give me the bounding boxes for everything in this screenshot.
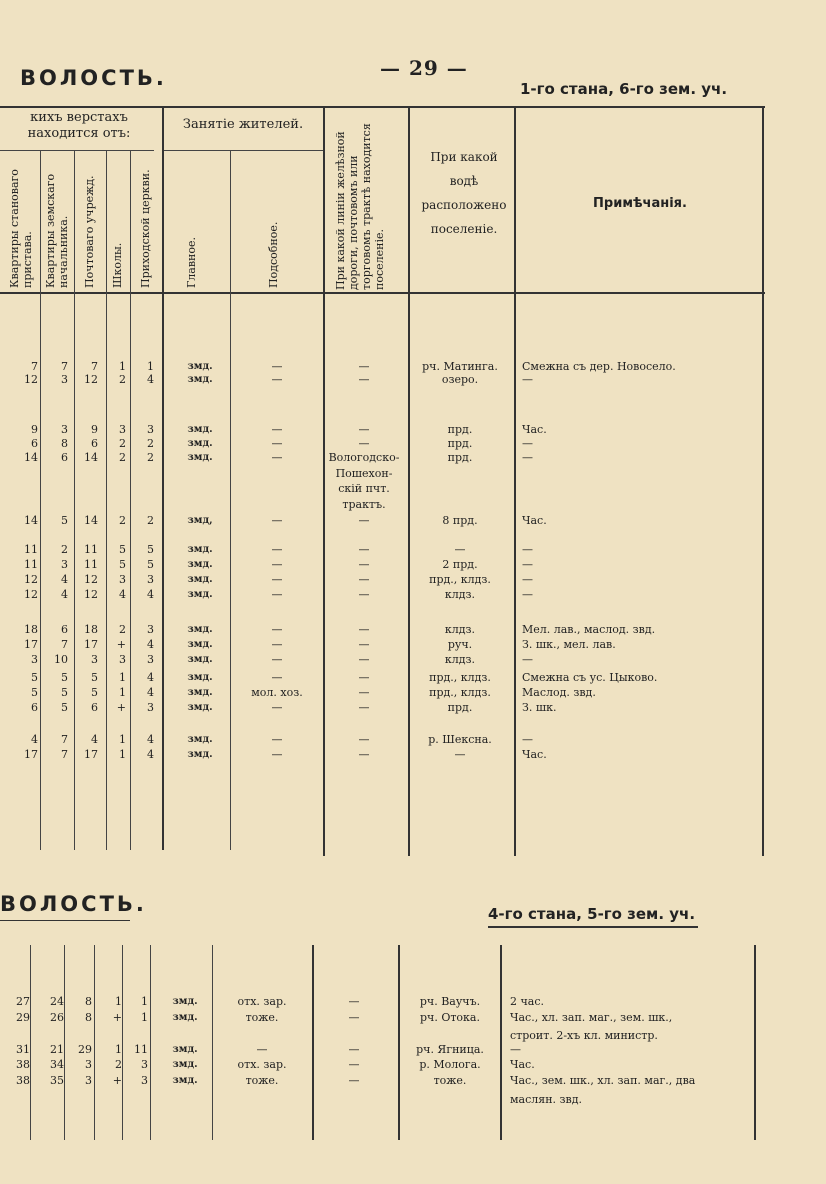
occupation-secondary: отх. зар. (237, 995, 287, 1008)
distance-school: 2 (119, 437, 126, 450)
table-row (0, 1058, 826, 1072)
distance-school: 1 (115, 995, 122, 1008)
distance-post: 3 (91, 653, 98, 666)
distance-church: 1 (141, 995, 148, 1008)
water-cell: руч. (447, 638, 473, 651)
note-cell: маслян. звд. (510, 1093, 582, 1106)
distance-stanovoy: 5 (31, 686, 38, 699)
occupation-secondary: — (271, 588, 283, 601)
distance-post: 3 (85, 1058, 92, 1071)
table-row (0, 588, 826, 602)
distance-church: 3 (147, 701, 154, 714)
distance-post: 9 (91, 423, 98, 436)
occupation-main: змд. (172, 1012, 198, 1023)
distance-school: 1 (119, 671, 126, 684)
distance-zemsky: 3 (61, 558, 68, 571)
header-zemsky: Квартиры земскаго начальника. (44, 173, 70, 288)
occupation-secondary: — (271, 514, 283, 527)
distance-stanovoy: 17 (24, 638, 38, 651)
table-row (0, 748, 826, 762)
occupation-secondary: — (271, 373, 283, 386)
distance-school: 1 (119, 686, 126, 699)
distance-church: 3 (147, 623, 154, 636)
road-cell: — (358, 373, 370, 386)
distance-stanovoy: 38 (16, 1058, 30, 1071)
distance-stanovoy: 6 (31, 437, 38, 450)
occupation-secondary: — (271, 638, 283, 651)
distance-church: 4 (147, 748, 154, 761)
occupation-secondary: — (271, 573, 283, 586)
distance-post: 8 (85, 995, 92, 1008)
distance-school: + (116, 701, 126, 714)
distance-school: 2 (119, 451, 126, 464)
distance-stanovoy: 27 (16, 995, 30, 1008)
occupation-secondary: — (271, 671, 283, 684)
occupation-main: змд. (172, 1075, 198, 1086)
water-cell: 2 прд. (442, 558, 478, 571)
occupation-main: змд. (187, 374, 213, 385)
table-row (0, 995, 826, 1009)
distance-zemsky: 6 (61, 451, 68, 464)
occupation-secondary: — (256, 1043, 268, 1056)
header-distance-group: кихъ верстахъ находится отъ: (27, 110, 131, 141)
water-cell: клдз. (444, 623, 476, 636)
occupation-secondary: — (271, 423, 283, 436)
table-row (0, 360, 826, 374)
distance-school: 5 (119, 543, 126, 556)
distance-church: 3 (147, 653, 154, 666)
distance-stanovoy: 6 (31, 701, 38, 714)
road-cell: трактъ. (342, 498, 386, 511)
distance-post: 8 (85, 1011, 92, 1024)
road-cell: — (358, 733, 370, 746)
distance-post: 17 (84, 748, 98, 761)
rule (164, 150, 324, 151)
table-row (0, 373, 826, 387)
distance-post: 18 (84, 623, 98, 636)
water-cell: прд. (447, 451, 473, 464)
table-row (0, 701, 826, 715)
water-cell: прд., клдз. (429, 686, 491, 699)
note-cell: 2 час. (510, 995, 544, 1008)
distance-church: 3 (141, 1074, 148, 1087)
occupation-secondary: тоже. (245, 1074, 279, 1087)
road-cell: — (358, 638, 370, 651)
table-row (0, 558, 826, 572)
distance-church: 2 (147, 514, 154, 527)
road-cell: — (358, 573, 370, 586)
occupation-secondary: — (271, 437, 283, 450)
note-cell: — (522, 558, 533, 571)
water-cell: рч. Отока. (420, 1011, 480, 1024)
distance-stanovoy: 31 (16, 1043, 30, 1056)
distance-school: 2 (115, 1058, 122, 1071)
road-cell: — (358, 514, 370, 527)
water-cell: рч. Ягница. (416, 1043, 484, 1056)
table-row (0, 467, 826, 481)
note-cell: Смежна съ дер. Новосело. (522, 360, 676, 373)
water-cell: — (454, 748, 466, 761)
distance-stanovoy: 12 (24, 588, 38, 601)
road-cell: — (348, 1011, 360, 1024)
table-row (0, 514, 826, 528)
water-cell: рч. Матинга. (422, 360, 498, 373)
distance-zemsky: 5 (61, 514, 68, 527)
road-cell: Пошехон- (335, 467, 393, 480)
road-cell: — (348, 995, 360, 1008)
road-cell: — (358, 671, 370, 684)
occupation-main: змд. (187, 624, 213, 635)
distance-zemsky: 2 (61, 543, 68, 556)
distance-school: 2 (119, 373, 126, 386)
distance-zemsky: 5 (61, 671, 68, 684)
distance-zemsky: 8 (61, 437, 68, 450)
occupation-secondary: — (271, 543, 283, 556)
distance-church: 3 (147, 573, 154, 586)
distance-post: 11 (84, 543, 98, 556)
note-cell: — (522, 653, 533, 666)
distance-school: 1 (119, 360, 126, 373)
distance-zemsky: 3 (61, 373, 68, 386)
occupation-secondary: — (271, 623, 283, 636)
distance-church: 2 (147, 437, 154, 450)
note-cell: — (522, 373, 533, 386)
distance-church: 3 (141, 1058, 148, 1071)
water-cell: тоже. (433, 1074, 467, 1087)
distance-stanovoy: 9 (31, 423, 38, 436)
distance-school: 2 (119, 514, 126, 527)
distance-church: 5 (147, 543, 154, 556)
table-row (0, 1093, 826, 1107)
occupation-secondary: — (271, 733, 283, 746)
distance-post: 14 (84, 451, 98, 464)
distance-church: 1 (147, 360, 154, 373)
table-row (0, 543, 826, 557)
distance-post: 5 (91, 686, 98, 699)
distance-stanovoy: 38 (16, 1074, 30, 1087)
distance-zemsky: 7 (61, 733, 68, 746)
occupation-secondary: — (271, 748, 283, 761)
distance-zemsky: 35 (50, 1074, 64, 1087)
occupation-main: змд. (187, 734, 213, 745)
occupation-main: змд. (187, 639, 213, 650)
distance-school: 3 (119, 573, 126, 586)
distance-post: 12 (84, 588, 98, 601)
distance-stanovoy: 14 (24, 514, 38, 527)
note-cell: Маслод. звд. (522, 686, 596, 699)
distance-school: 4 (119, 588, 126, 601)
distance-post: 5 (91, 671, 98, 684)
title-underline (0, 920, 130, 921)
distance-zemsky: 6 (61, 623, 68, 636)
water-cell: 8 прд. (442, 514, 478, 527)
distance-zemsky: 7 (61, 748, 68, 761)
distance-stanovoy: 29 (16, 1011, 30, 1024)
distance-zemsky: 4 (61, 588, 68, 601)
road-cell: — (358, 437, 370, 450)
distance-church: 3 (147, 423, 154, 436)
water-cell: прд. (447, 701, 473, 714)
distance-post: 6 (91, 437, 98, 450)
district-label-2: 4-го стана, 5-го зем. уч. (488, 905, 696, 923)
note-cell: Смежна съ ус. Цыково. (522, 671, 658, 684)
occupation-main: змд. (172, 1059, 198, 1070)
header-top-rule (0, 106, 765, 108)
road-cell: — (358, 423, 370, 436)
table-row (0, 482, 826, 496)
occupation-main: змд. (187, 544, 213, 555)
distance-church: 11 (134, 1043, 148, 1056)
note-cell: — (522, 437, 533, 450)
water-cell: прд., клдз. (429, 671, 491, 684)
occupation-main: змд. (187, 687, 213, 698)
header-road: При какой линіи желѣзной дороги, почтовомъ или торговомъ трактѣ находится поселеніе. (334, 123, 386, 290)
road-cell: скій пчт. (338, 482, 390, 495)
distance-school: 5 (119, 558, 126, 571)
distance-zemsky: 24 (50, 995, 64, 1008)
distance-church: 4 (147, 733, 154, 746)
road-cell: — (358, 543, 370, 556)
note-cell: Мел. лав., маслод. звд. (522, 623, 656, 636)
occupation-main: змд. (187, 424, 213, 435)
distance-school: 1 (115, 1043, 122, 1056)
header-main: Главное. (185, 237, 198, 288)
note-cell: — (510, 1043, 521, 1056)
table-row (0, 1011, 826, 1025)
distance-school: 3 (119, 653, 126, 666)
road-cell: — (358, 686, 370, 699)
note-cell: З. шк. (522, 701, 557, 714)
distance-post: 3 (85, 1074, 92, 1087)
water-cell: прд. (447, 423, 473, 436)
table-row (0, 498, 826, 512)
distance-school: 1 (119, 748, 126, 761)
table-row (0, 671, 826, 685)
table-row (0, 638, 826, 652)
header-school: Школы. (111, 242, 124, 288)
distance-post: 7 (91, 360, 98, 373)
table-row (0, 1029, 826, 1043)
header-notes: Примѣчанія. (593, 196, 687, 211)
distance-church: 5 (147, 558, 154, 571)
distance-zemsky: 5 (61, 701, 68, 714)
district-underline (488, 926, 698, 928)
table-row (0, 573, 826, 587)
note-cell: — (522, 573, 533, 586)
road-cell: — (358, 558, 370, 571)
distance-stanovoy: 4 (31, 733, 38, 746)
distance-school: + (112, 1074, 122, 1087)
note-cell: Час. (522, 423, 547, 436)
road-cell: — (348, 1074, 360, 1087)
table-row (0, 1074, 826, 1088)
water-cell: клдз. (444, 588, 476, 601)
distance-zemsky: 4 (61, 573, 68, 586)
distance-stanovoy: 11 (24, 558, 38, 571)
distance-zemsky: 7 (61, 360, 68, 373)
note-cell: — (522, 451, 533, 464)
distance-zemsky: 26 (50, 1011, 64, 1024)
occupation-secondary: тоже. (245, 1011, 279, 1024)
road-cell: Вологодско- (328, 451, 400, 464)
header-church: Приходской церкви. (139, 169, 152, 288)
road-cell: — (358, 748, 370, 761)
road-cell: — (358, 701, 370, 714)
table-row (0, 653, 826, 667)
occupation-main: змд. (187, 559, 213, 570)
note-cell: — (522, 588, 533, 601)
distance-school: + (112, 1011, 122, 1024)
note-cell: Час. (510, 1058, 535, 1071)
occupation-secondary: мол. хоз. (251, 686, 303, 699)
occupation-secondary: отх. зар. (237, 1058, 287, 1071)
distance-stanovoy: 5 (31, 671, 38, 684)
page-number: — 29 — (380, 56, 468, 80)
section-title: ВОЛОСТЬ. (20, 66, 167, 90)
road-cell: — (348, 1058, 360, 1071)
table-row (0, 733, 826, 747)
distance-school: 3 (119, 423, 126, 436)
occupation-main: змд. (172, 996, 198, 1007)
distance-zemsky: 5 (61, 686, 68, 699)
table-row (0, 1043, 826, 1057)
note-cell: — (522, 543, 533, 556)
note-cell: З. шк., мел. лав. (522, 638, 616, 651)
distance-stanovoy: 12 (24, 573, 38, 586)
distance-zemsky: 3 (61, 423, 68, 436)
distance-church: 4 (147, 638, 154, 651)
note-cell: строит. 2-хъ кл. министр. (510, 1029, 658, 1042)
table-row (0, 423, 826, 437)
distance-school: 2 (119, 623, 126, 636)
water-cell: клдз. (444, 653, 476, 666)
section-title-2: ВОЛОСТЬ. (0, 892, 147, 916)
table-row (0, 623, 826, 637)
distance-stanovoy: 18 (24, 623, 38, 636)
distance-post: 6 (91, 701, 98, 714)
distance-post: 17 (84, 638, 98, 651)
distance-church: 4 (147, 686, 154, 699)
note-cell: Час. (522, 514, 547, 527)
occupation-main: змд. (187, 589, 213, 600)
distance-stanovoy: 14 (24, 451, 38, 464)
road-cell: — (348, 1043, 360, 1056)
distance-church: 4 (147, 671, 154, 684)
occupation-main: змд. (187, 438, 213, 449)
water-cell: прд., клдз. (429, 573, 491, 586)
occupation-secondary: — (271, 701, 283, 714)
note-cell: Час., зем. шк., хл. зап. маг., два (510, 1074, 696, 1087)
distance-church: 2 (147, 451, 154, 464)
distance-stanovoy: 17 (24, 748, 38, 761)
occupation-main: змд, (187, 515, 213, 526)
distance-zemsky: 7 (61, 638, 68, 651)
header-bottom-rule (0, 292, 765, 294)
table-row (0, 686, 826, 700)
distance-stanovoy: 11 (24, 543, 38, 556)
distance-zemsky: 21 (50, 1043, 64, 1056)
road-cell: — (358, 653, 370, 666)
water-cell: — (454, 543, 466, 556)
occupation-secondary: — (271, 653, 283, 666)
occupation-secondary: — (271, 360, 283, 373)
road-cell: — (358, 588, 370, 601)
water-cell: рч. Ваучъ. (419, 995, 481, 1008)
header-water: При какой водѣ расположено поселеніе. (421, 150, 507, 236)
road-cell: — (358, 623, 370, 636)
distance-post: 12 (84, 373, 98, 386)
table-row (0, 451, 826, 465)
distance-stanovoy: 12 (24, 373, 38, 386)
occupation-main: змд. (187, 361, 213, 372)
occupation-main: змд. (187, 672, 213, 683)
note-cell: — (522, 733, 533, 746)
distance-zemsky: 34 (50, 1058, 64, 1071)
note-cell: Час., хл. зап. маг., зем. шк., (510, 1011, 673, 1024)
distance-stanovoy: 3 (31, 653, 38, 666)
distance-school: 1 (119, 733, 126, 746)
table-row (0, 437, 826, 451)
occupation-secondary: — (271, 451, 283, 464)
distance-post: 14 (84, 514, 98, 527)
water-cell: р. Шексна. (428, 733, 492, 746)
water-cell: р. Молога. (419, 1058, 481, 1071)
occupation-main: змд. (187, 574, 213, 585)
distance-church: 1 (141, 1011, 148, 1024)
header-secondary: Подсобное. (267, 221, 280, 288)
occupation-main: змд. (187, 702, 213, 713)
water-cell: озеро. (441, 373, 479, 386)
district-label: 1-го стана, 6-го зем. уч. (520, 80, 728, 98)
header-stanovoy: Квартиры становаго пристава. (8, 169, 34, 288)
occupation-secondary: — (271, 558, 283, 571)
distance-stanovoy: 7 (31, 360, 38, 373)
distance-church: 4 (147, 588, 154, 601)
distance-zemsky: 10 (54, 653, 68, 666)
header-occupation-group: Занятіе жителей. (182, 117, 304, 132)
distance-post: 11 (84, 558, 98, 571)
occupation-main: змд. (172, 1044, 198, 1055)
occupation-main: змд. (187, 749, 213, 760)
distance-church: 4 (147, 373, 154, 386)
occupation-main: змд. (187, 654, 213, 665)
distance-post: 4 (91, 733, 98, 746)
water-cell: прд. (447, 437, 473, 450)
distance-post: 29 (78, 1043, 92, 1056)
road-cell: — (358, 360, 370, 373)
distance-school: + (116, 638, 126, 651)
occupation-main: змд. (187, 452, 213, 463)
distance-post: 12 (84, 573, 98, 586)
header-post: Почтоваго учрежд. (83, 175, 96, 288)
note-cell: Час. (522, 748, 547, 761)
